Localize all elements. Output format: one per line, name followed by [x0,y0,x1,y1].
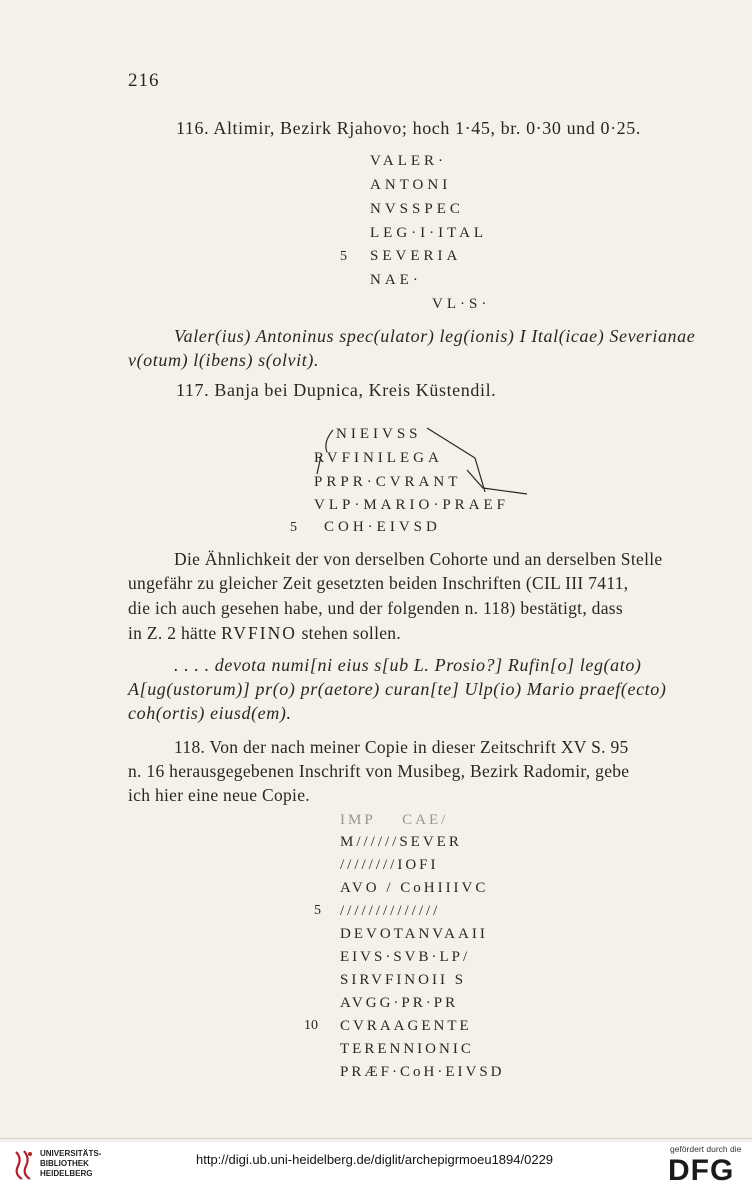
entry-117-heading: 117. Banja bei Dupnica, Kreis Küstendil. [176,380,497,400]
paragraph-117-line-4-start: in Z. 2 hätte [128,623,222,643]
dfg-logo: DFG [668,1154,735,1187]
inscription-118-line-1: IMP CAE/ [340,812,449,828]
library-name-line-1: UNIVERSITÄTS- [40,1149,102,1158]
footer-bar [0,1142,752,1192]
library-name-line-3: HEIDELBERG [40,1169,93,1178]
line-number-118-5: 5 [314,903,321,918]
reading-117-line-2: A[ug(ustorum)] pr(o) pr(aetore) curan[te] Ulp(io) Mario praef(ecto) [128,679,667,699]
library-name-line-2: BIBLIOTHEK [40,1159,89,1168]
inscription-116-line-3: NVSSPEC [370,201,464,217]
funded-by-label: gefördert durch die [670,1144,742,1154]
inscription-117-line-2: RVFINILEGA [314,450,443,466]
inscription-118-line-3: ////////IOFI [340,857,439,873]
inscription-118-line-11: TERENNIONIC [340,1041,474,1057]
line-number-118-10: 10 [304,1018,318,1033]
inscription-118-line-6: DEVOTANVAAII [340,926,488,942]
inscription-116-line-2: ANTONI [370,177,452,193]
inscription-118-line-10: CVRAAGENTE [340,1018,472,1034]
reading-116-line-2: v(otum) l(ibens) s(olvit). [128,350,320,370]
line-number-116: 5 [340,249,347,264]
inscription-118-line-12: PRÆF·CoH·EIVSD [340,1064,505,1080]
inscription-117-line-5: COH·EIVSD [324,519,441,535]
paragraph-118-line-3: ich hier eine neue Copie. [128,785,310,805]
reading-116-line-1: Valer(ius) Antoninus spec(ulator) leg(ionis) I Ital(icae) Severianae [174,326,696,346]
paragraph-118-line-2: n. 16 herausgegebenen Inschrift von Musibeg, Bezirk Radomir, gebe [128,761,630,781]
paragraph-117-line-4-end: stehen sollen. [296,623,402,643]
library-name [40,1149,101,1179]
footer-divider [0,1138,752,1139]
paragraph-118-line-1: 118. Von der nach meiner Copie in dieser Zeitschrift XV S. 95 [174,737,629,757]
page-number: 216 [128,70,160,91]
paragraph-117-line-2: ungefähr zu gleicher Zeit gesetzten beiden Inschriften (CIL III 7411, [128,573,629,593]
inscription-116-line-4: LEG·I·ITAL [370,225,488,241]
inscription-118-line-8: SIRVFINOII S [340,972,467,988]
entry-116-heading: 116. Altimir, Bezirk Rjahovo; hoch 1·45, br. 0·30 und 0·25. [176,118,641,138]
source-url-link[interactable]: http://digi.ub.uni-heidelberg.de/diglit/archepigrmoeu1894/0229 [196,1152,554,1167]
inscription-116-line-5: SEVERIA [370,248,462,264]
inscription-116-line-6: NAE· [370,272,422,288]
reading-117-line-3: coh(ortis) eiusd(em). [128,703,292,723]
paragraph-117-line-4 [128,622,401,645]
inscription-118-line-9: AVGG·PR·PR [340,995,459,1011]
university-library-logo-icon [10,1148,36,1182]
inscription-118-line-5: ////////////// [340,903,441,919]
reading-117-line-1: . . . . devota numi[ni eius s[ub L. Prosio?] Rufin[o] leg(ato) [174,655,642,675]
line-number-117: 5 [290,520,297,535]
paragraph-117-line-1: Die Ähnlichkeit der von derselben Cohorte und an derselben Stelle [174,549,663,569]
inscription-116-line-7: VL·S· [432,296,491,312]
inscription-116-line-1: VALER· [370,153,448,169]
inscription-118-line-4: AVO / CoHIIIVC [340,880,489,896]
inscription-118-line-7: EIVS·SVB·LP/ [340,949,471,965]
inscription-118-line-2: M//////SEVER [340,834,462,850]
rvfino-term: RVFINO [221,623,297,643]
inscription-117-line-3: PRPR·CVRANT [314,474,462,490]
paragraph-117-line-3: die ich auch gesehen habe, und der folgenden n. 118) bestätigt, dass [128,598,624,618]
inscription-117-line-4: VLP·MARIO·PRAEF [314,497,510,513]
inscription-117-line-1: NIEIVSS [336,426,422,442]
